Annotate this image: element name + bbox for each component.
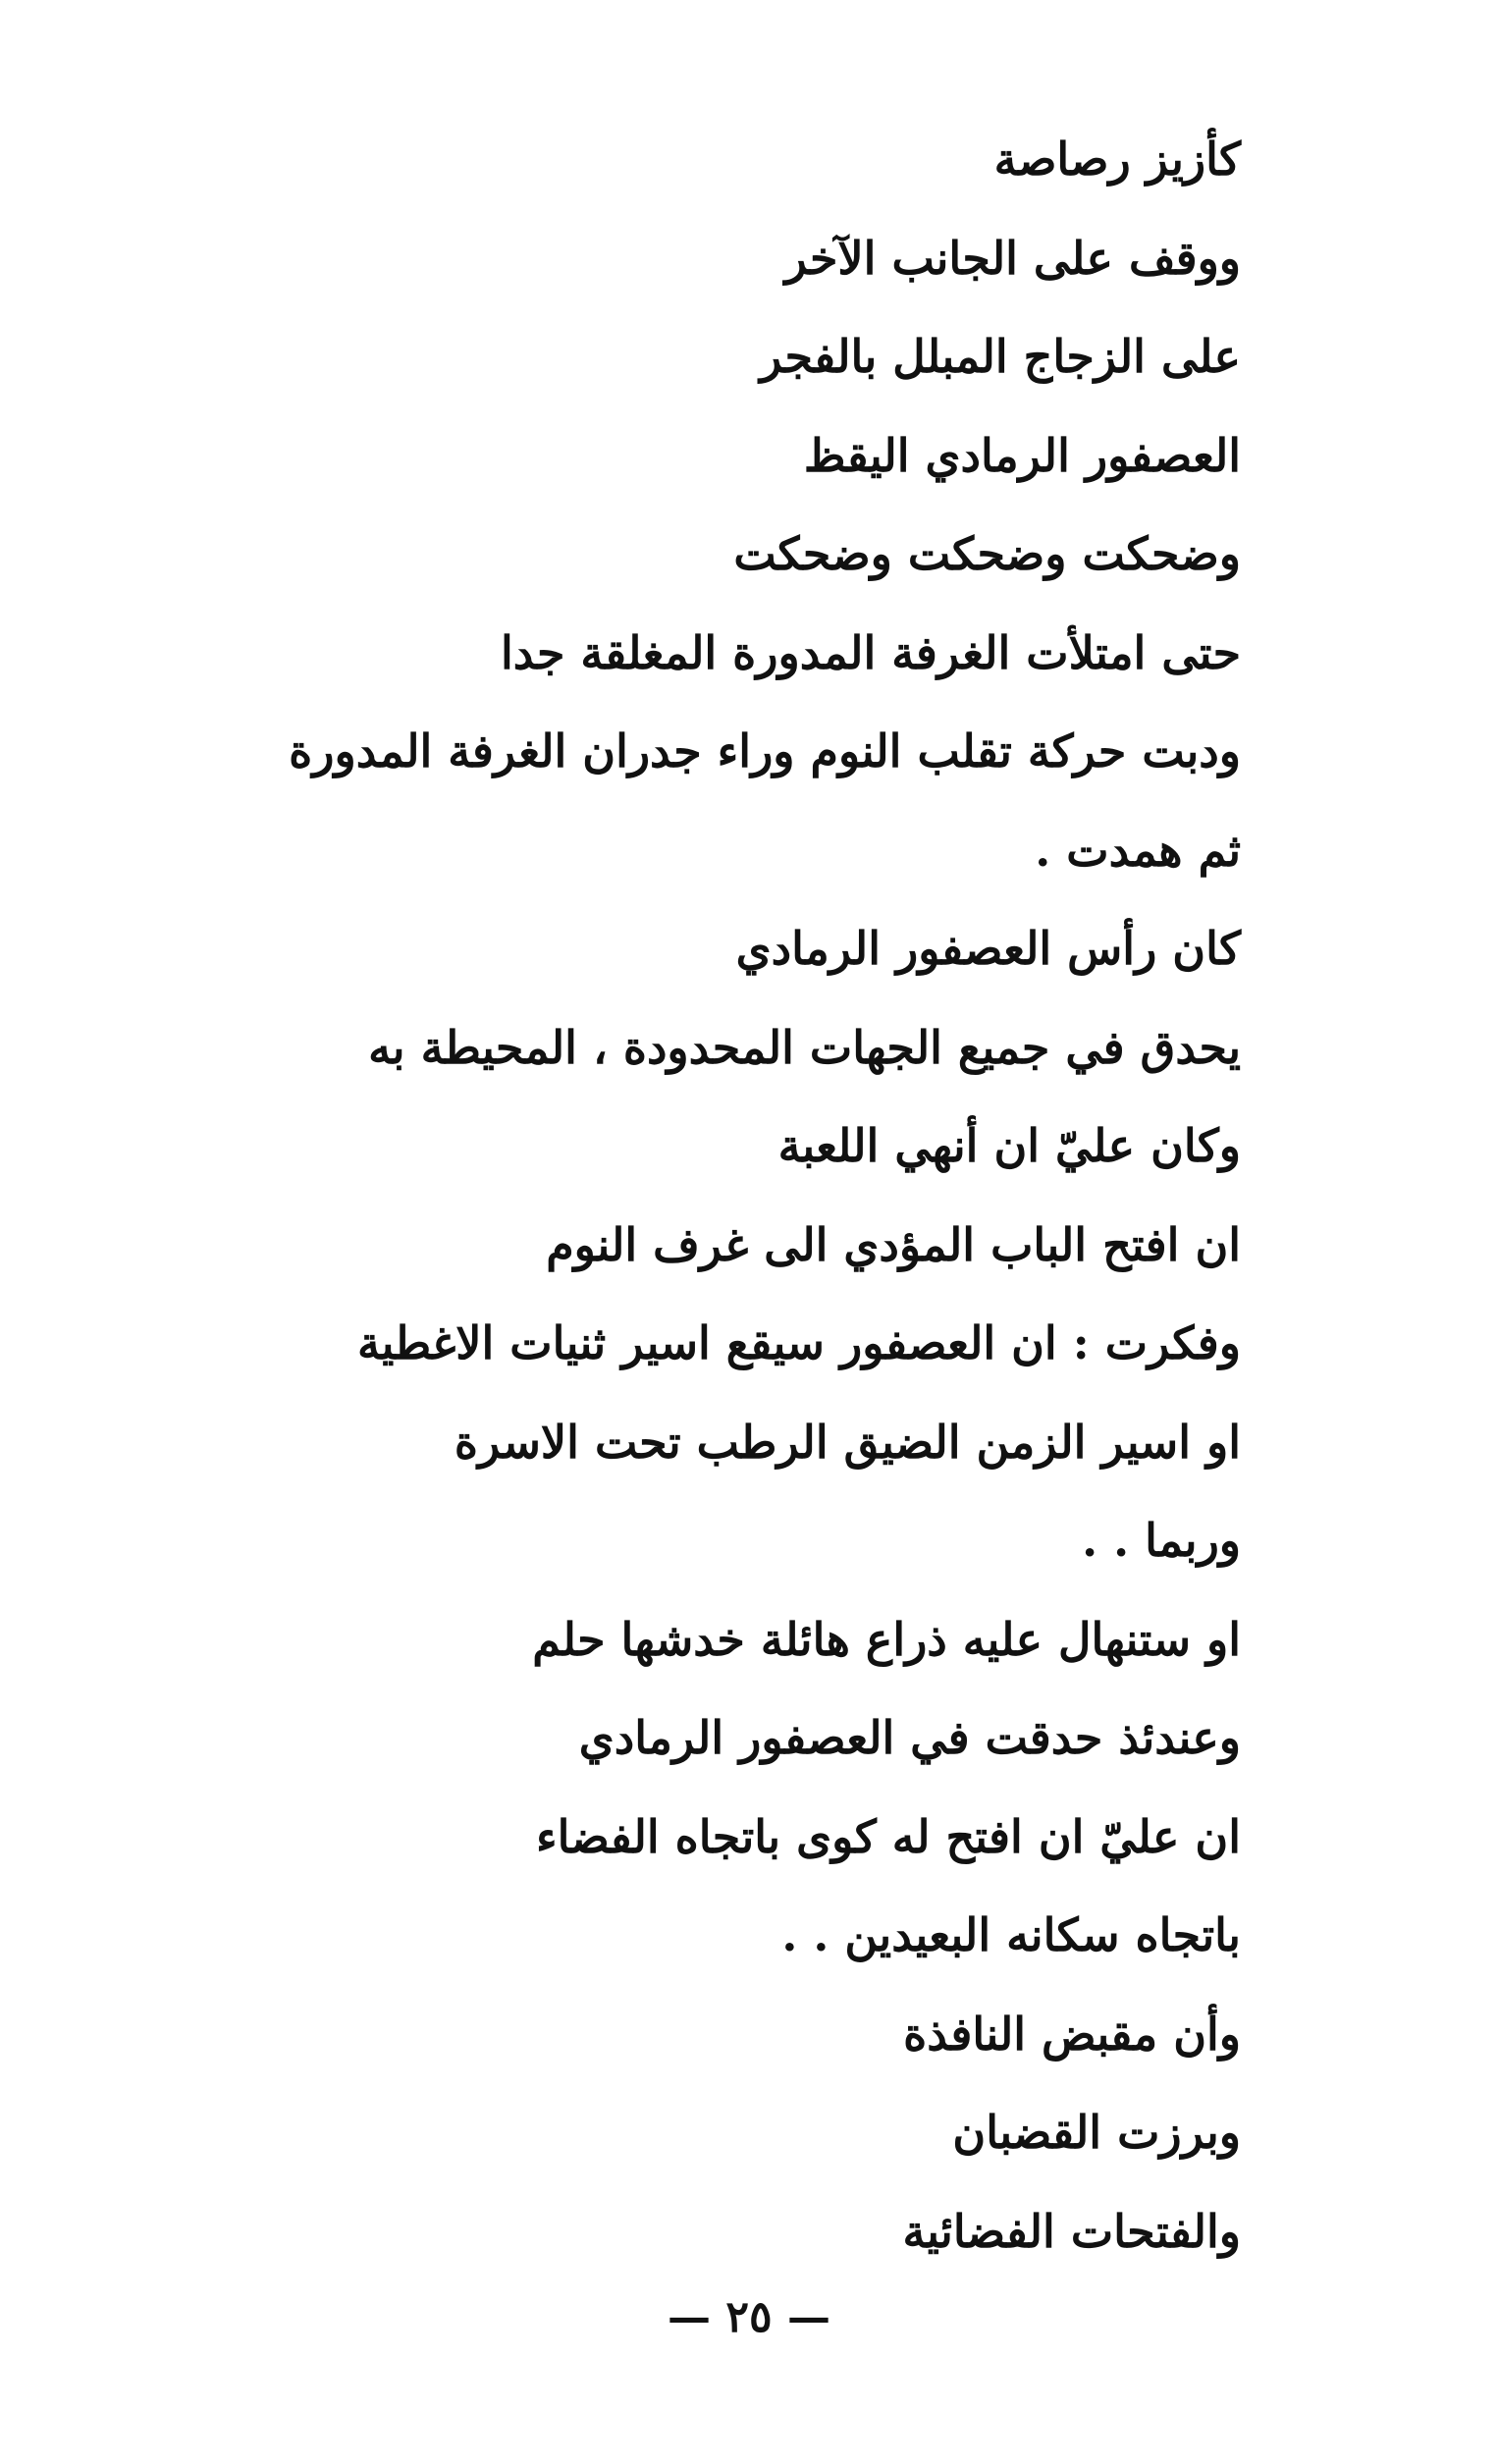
poem-line: وأن مقبض النافذة (903, 2007, 1241, 2061)
poem-line: كأزيز رصاصة (993, 133, 1241, 186)
poem-line: ان افتح الباب المؤدي الى غرف النوم (546, 1217, 1241, 1271)
poem-line: ووقف على الجانب الآخر (784, 231, 1241, 285)
poem-line: وربما . . (1082, 1514, 1241, 1567)
poem-line: وكان عليّ ان أنهي اللعبة (777, 1119, 1241, 1172)
poem-line: ان عليّ ان افتح له كوى باتجاه الفضاء (536, 1809, 1241, 1863)
poem-line: على الزجاج المبلل بالفجر (760, 330, 1241, 383)
poem-line: والفتحات الفضائية (902, 2204, 1241, 2258)
poem-text (210, 110, 1241, 2280)
poem-line: العصفور الرمادي اليقظ (803, 428, 1241, 482)
poem-line: او اسير الزمن الضيق الرطب تحت الاسرة (454, 1415, 1241, 1469)
page-number: — ٢٥ — (668, 2292, 830, 2342)
poem-line: وضحكت وضحكت وضحكت (733, 527, 1241, 580)
poem-line: وعندئذ حدقت في العصفور الرمادي (578, 1711, 1241, 1764)
poem-line: ثم همدت . (1035, 823, 1241, 877)
poem-line: كان رأس العصفور الرمادي (735, 922, 1241, 975)
poem-line: حتى امتلأت الغرفة المدورة المغلقة جدا (501, 625, 1241, 679)
poem-line: وفكرت : ان العصفور سيقع اسير ثنيات الاغطية (356, 1316, 1241, 1369)
poem-line: او ستنهال عليه ذراع هائلة خدشها حلم (532, 1612, 1241, 1666)
poem-line: وبرزت القضبان (952, 2106, 1241, 2159)
poem-line: باتجاه سكانه البعيدين . . (781, 1908, 1241, 1961)
poem-line: يحدق في جميع الجهات المحدودة ، المحيطة به (368, 1020, 1241, 1074)
poem-line: ودبت حركة تقلب النوم وراء جدران الغرفة المدورة (289, 724, 1241, 777)
